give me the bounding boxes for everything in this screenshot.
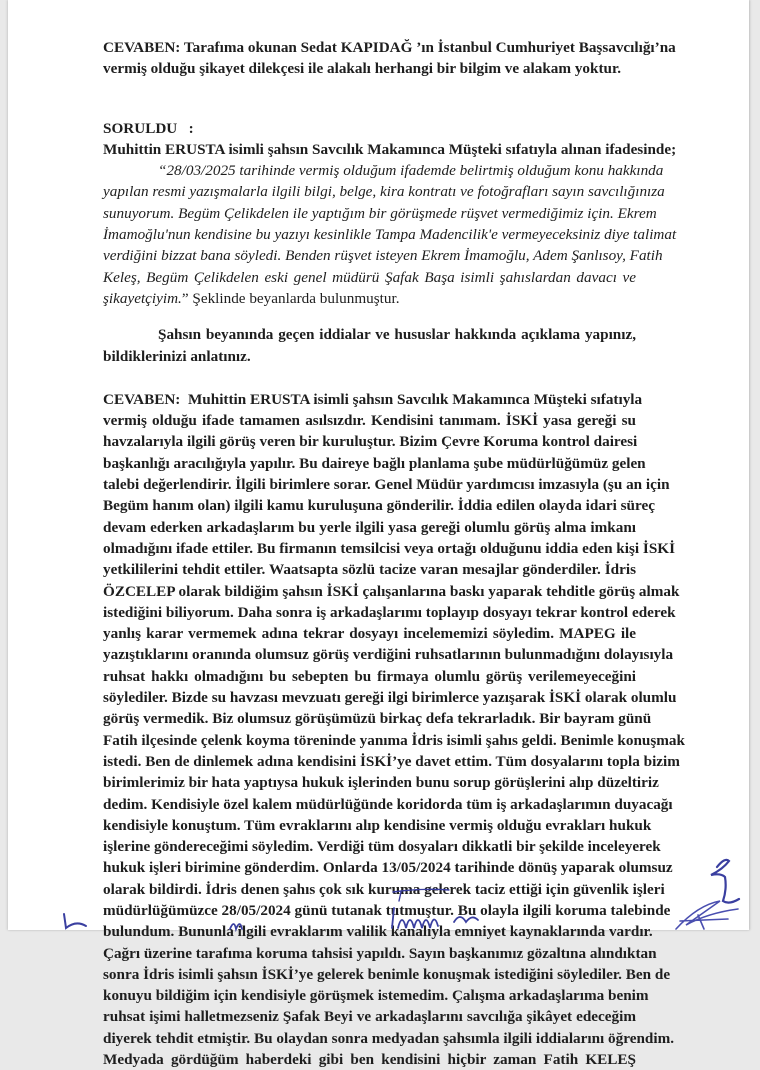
answer-2-line: istediğini biliyorum. Daha sonra iş arkadaşlarımı toplayıp dosyayı tekrar kontrol ederek [103,603,676,621]
answer-2-line: sonra İdris isimli şahsın İSKİ’ye gelerek benimle konuşmak istediğini söylediler. Ben de [103,965,671,983]
signature-bottom-center [388,898,498,930]
signature-right-bottom [668,895,748,930]
answer-2-line: yanlış karar vermemek adına tekrar dosyayı incelememizi söyledim. MAPEG ile [103,625,636,643]
answer-2-line: söylediler. Bizde su havzası mevzuatı gereği ilgi birimlerce yazışarak İSKİ olarak olumlu [103,689,677,707]
question-label: SORULDU : [103,119,194,137]
answer-2-line: Medyada gördüğüm haberdeki gibi ben kendisini hiçbir zaman Fatih KELEŞ [103,1051,636,1069]
question-request: Şahsın beyanında geçen iddialar ve hususlar hakkında açıklama yapınız, bildiklerinizi anlatınız. [103,326,636,365]
answer-2-line: diyerek tehdit etmiştir. Bu olaydan sonra medyadan şahsımla ilgili iddialarını öğrendim. [103,1029,675,1047]
answer-2-line: vermiş olduğu ifade tamamen asılsızdır. Kendisini tanımam. İSKİ yasa gereği su [103,412,636,430]
signature-underline [391,888,451,902]
answer-2-line: istedi. Ben de dinlemek adına kendisini İSKİ’ye davet ettim. Tüm dosyalarını topla bizim [103,752,680,770]
signature-bottom-mid-left [226,915,256,930]
answer-2-line: ruhsat işimi halletmezseniz Şafak Beyi ve arkadaşlarını savcılığa şikâyet edeceğim [103,1008,636,1026]
answer-2-line: yazıştıklarını oranında olumsuz görüş verdiğini ruhsatlarının bulunmadığını dolayısıyla [103,646,674,664]
answer-2-line: ruhsat hakkı olmadığını bu sebepten bu firmaya olumlu görüş verilemeyeceğini [103,667,636,685]
question-intro: Muhittin ERUSTA isimli şahsın Savcılık Makamınca Müşteki sıfatıyla alınan ifadesinde; [103,140,677,158]
answer-2-line: olarak bildirdi. İdris denen şahıs çok sık kuruma gelerek taciz ettiği için güvenlik işleri [103,880,665,898]
answer-2-line: devam ederken arkadaşlarım bu yerle ilgili yasa gereği olumlu görüş alma imkanı [103,518,636,536]
answer-2-line: müdürlüğümüzce 28/05/2024 günü tutanak tutmuştur. Bu olayla ilgili koruma talebinde [103,901,671,919]
answer-2-line: ÖZCELEP olarak bildiğim şahsın İSKİ çalışanlarına baskı yaparak tehditle görüş almak [103,582,680,600]
signature-bottom-left [58,912,98,930]
answer-2-line: havzalarıyla ilgili görüş veren bir kuruluştur. Bizim Çevre Koruma kontrol dairesi [103,433,638,451]
answer-2-line: dedim. Kendisiyle özel kalem müdürlüğünde koridorda tüm iş arkadaşlarımın duyacağı [103,795,673,813]
answer-2-line: Begüm hanım olan) ilgili kamu kuruluşuna gönderilir. İddia edilen olayda idari süreç [103,497,655,515]
answer-2-label: CEVABEN: [103,390,181,408]
document-body [103,37,685,1070]
answer-2-line: görüş vermedik. Biz olumsuz görüşümüzü birkaç defa tekrarladık. Bir bayram günü [103,710,652,728]
answer-2-line: olmadığını ifade ettiler. Bu firmanın temsilcisi veya ortağı olduğunu iddia eden kişi İSKİ [103,539,675,557]
answer-2-line: Fatih ilçesinde çelenk koyma töreninde yanıma İdris isimli şahıs geldi. Benimle konuşmak [103,731,685,749]
answer-1: CEVABEN: Tarafıma okunan Sedat KAPIDAĞ ’ın İstanbul Cumhuriyet Başsavcılığı’na vermiş olduğu şikayet dilekçesi ile alakalı herhangi bir bilgim ve alakam yoktur. [103,39,676,78]
answer-1-label: CEVABEN: [103,39,181,56]
answer-2-line: birimlerimiz bir hata yaptıysa hukuk işlerinden bunu sorup görüşlerini alıp düzeltiriz [103,774,659,792]
answer-2-line: başkanlığı aracılığıyla yapılır. Bu daireye bağlı planlama şube müdürlüğümüz gelen [103,454,646,472]
answer-2-line: bulundum. Bununla ilgili evraklarım valilik kanalıyla emniyet kaynaklarında vardır. [103,923,653,941]
answer-2-line: Çağrı üzerine tarafıma koruma tahsisi yapıldı. Sayın başkanımız gözaltına alındıktan [103,944,657,962]
answer-2-line: konuyu bildiğim için kendisiyle görüşmek istemedim. Çalışma arkadaşlarıma benim [103,987,649,1005]
document-page [8,0,749,1069]
answer-2-line: talebi değerlendirir. İlgili birimlere sorar. Genel Müdür yardımcısı imzasıyla (şu an için [103,476,670,494]
answer-2-line: hukuk işleri birimine gönderdim. Onlarda 13/05/2024 tarihinde dönüş yaparak olumsuz [103,859,673,877]
answer-2-line: yetkililerini tehdit ettiler. Waatsapta sözlü tacize varan mesajlar gönderdiler. İdris [103,561,636,579]
quoted-statement: “28/03/2025 tarihinde vermiş olduğum ifademde belirtmiş olduğum konu hakkında yapılan resmi yazışmalarla ilgili bilgi, belge, kira kontratı ve fotoğrafları sayın savcılığınıza sunuyorum. Begüm Çelikdelen ile yaptığım bir görüşmede rüşvet vermediğimiz için. Ekrem İmamoğlu'nun kendisine bu yazıyı kesinlikle Tampa Madencilik'e vermeyeceksiniz diye talimat verdiğini bizzat bana söyledi. Benden rüşvet isteyen Ekrem İmamoğlu, Adem Şanlısoy, Fatih Keleş, Begüm Çelikdelen eski genel müdürü Şafak Başa isimli şahıslardan davacı ve şikayetçiyim.” Şeklinde beyanlarda bulunmuştur. [103,162,677,307]
answer-2-line: işlerine göndereceğimi söyledim. Verdiği tüm dosyaları dikkatli bir şekilde inceleyerek [103,838,661,856]
answer-2: CEVABEN: Muhittin ERUSTA isimli şahsın Savcılık Makamınca Müşteki sıfatıyla vermiş olduğu ifade tamamen asılsızdır. Kendisini tanımam. İSKİ yasa gereği su havzalarıyla ilgili görüş veren bir kuruluştur. Bizim Çevre Koruma kontrol dairesi başkanlığı aracılığıyla yapılır. Bu daireye bağlı planlama şube müdürlüğümüz gelen talebi değerlendirir. İlgili birimlere sorar. Genel Müdür yardımcısı imzasıyla (şu an için Begüm hanım olan) ilgili kamu kuruluşuna gönderilir. İddia edilen olayda idari süreç devam ederken arkadaşlarım bu yerle ilgili yasa gereği olumlu görüş alma imkanı olmadığını ifade ettiler. Bu firmanın temsilcisi veya ortağı olduğunu iddia eden kişi İSKİ yetkililerini tehdit ettiler. Waatsapta sözlü tacize varan mesajlar gönderdiler. İdris ÖZCELEP olarak bildiğim şahsın İSKİ çalışanlarına baskı yaparak tehditle görüş almak istediğini biliyorum. Daha sonra iş arkadaşlarımı toplayıp dosyayı tekrar kontrol ederek yanlış karar vermemek adına tekrar dosyayı incelememizi söyledim. MAPEG ile yazıştıklarını oranında olumsuz görüş verdiğini ruhsatlarının bulunmadığını dolayısıyla ruhsat hakkı olmadığını bu sebepten bu firmaya olumlu görüş verilemeyeceğini söylediler. Bizde su havzası mevzuatı gereği ilgi birimlerce yazışarak İSKİ olarak olumlu görüş vermedik. Biz olumsuz görüşümüzü birkaç defa tekrarladık. Bir bayram günü Fatih ilçesinde çelenk koyma töreninde yanıma İdris isimli şahıs geldi. Benimle konuşmak istedi. Ben de dinlemek adına kendisini İSKİ’ye davet ettim. Tüm dosyalarını topla bizim birimlerimiz bir hata yaptıysa hukuk işlerinden bunu sorup görüşlerini alıp düzeltiriz dedim. Kendisiyle özel kalem müdürlüğünde koridorda tüm iş arkadaşlarımın duyacağı kendisiyle konuştum. Tüm evraklarını alıp kendisine vermiş olduğu evrakları hukuk işlerine göndereceğimi söyledim. Verdiği tüm dosyaları dikkatli bir şekilde inceleyerek hukuk işleri birimine gönderdim. Onlarda 13/05/2024 tarihinde dönüş yaparak olumsuz olarak bildirdi. İdris denen şahıs çok sık kuruma gelerek taciz ettiği için güvenlik işleri müdürlüğümüzce 28/05/2024 günü tutanak tutmuştur. Bu olayla ilgili koruma talebinde bulundum. Bununla ilgili evraklarım valilik kanalıyla emniyet kaynaklarında vardır. Çağrı üzerine tarafıma koruma tahsisi yapıldı. Sayın başkanımız gözaltına alındıktan sonra İdris isimli şahsın İSKİ’ye gelerek benimle konuşmak istediğini söylediler. Ben de konuyu bildiğim için kendisiyle görüşmek istemedim. Çalışma arkadaşlarıma benim ruhsat işimi halletmezseniz Şafak Beyi ve arkadaşlarını savcılığa şikâyet edeceğim diyerek tehdit etmiştir. Bu olaydan sonra medyadan şahsımla ilgili iddialarını öğrendim. Medyada gördüğüm haberdeki gibi ben kendisini hiçbir zaman Fatih KELEŞ [103,389,636,1070]
answer-2-line: kendisiyle konuştum. Tüm evraklarını alıp kendisine vermiş olduğu evrakları hukuk [103,816,652,834]
